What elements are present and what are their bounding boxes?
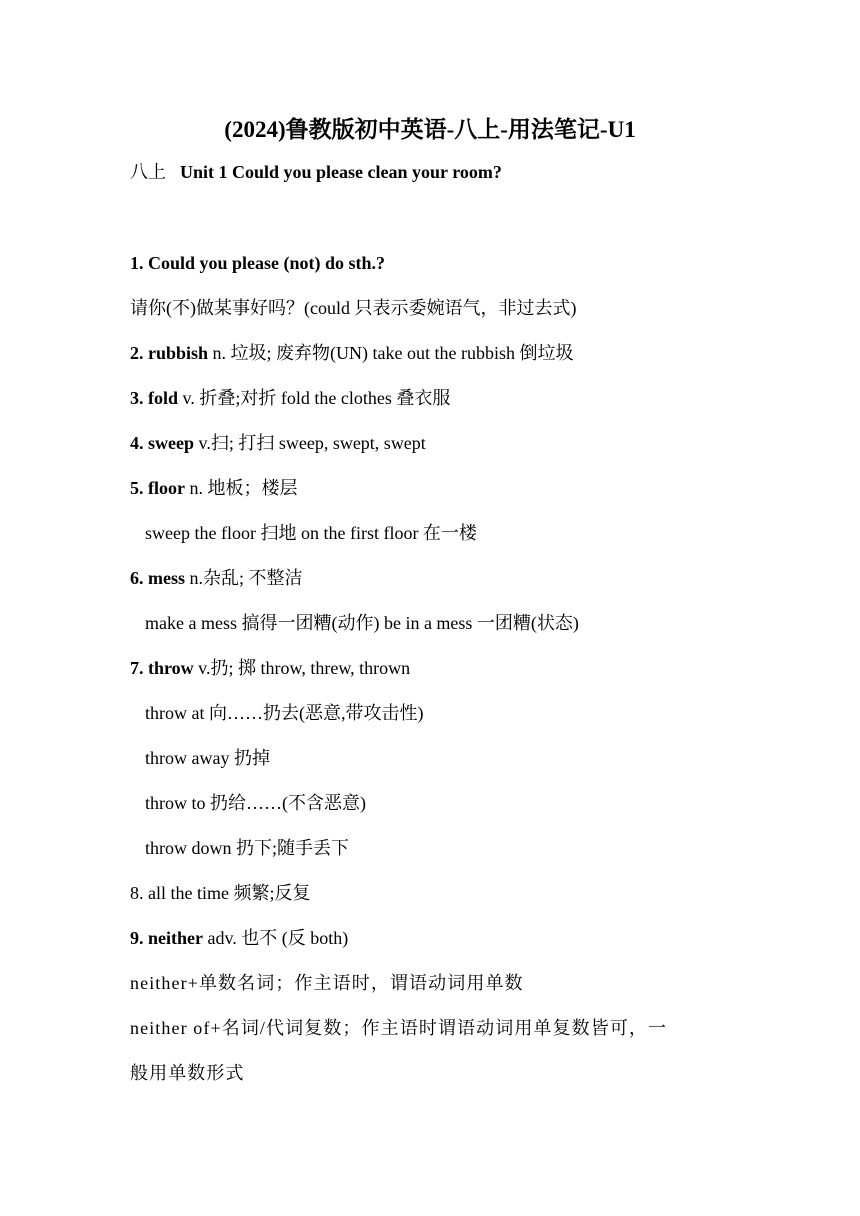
- item-9-note-2b: 般用单数形式: [130, 1063, 245, 1083]
- item-5: [130, 473, 297, 503]
- item-7-phrase-throw-to: throw to 扔给……(不含恶意): [145, 793, 366, 813]
- item-5-definition: n. 地板；楼层: [184, 478, 298, 498]
- item-7: [130, 653, 410, 683]
- item-9-definition: adv. 也不 (反 both): [202, 928, 349, 948]
- item-1-heading: 1. Could you please (not) do sth.?: [130, 253, 386, 273]
- item-9-note-2a: neither of+名词/代词复数；作主语时谓语动词用单复数皆可，一: [130, 1018, 668, 1038]
- item-9-term: 9. neither: [130, 928, 203, 948]
- item-2-definition: n. 垃圾; 废弃物(UN) take out the rubbish 倒垃圾: [208, 343, 574, 363]
- document-title: (2024)鲁教版初中英语-八上-用法笔记-U1: [224, 117, 636, 142]
- item-2: [130, 338, 574, 368]
- subtitle-unit: Unit 1 Could you please clean your room?: [180, 162, 502, 182]
- item-3-definition: v. 折叠;对折 fold the clothes 叠衣服: [178, 388, 451, 408]
- item-4-definition: v.扫; 打扫 sweep, swept, swept: [194, 433, 426, 453]
- item-3-term: 3. fold: [130, 388, 179, 408]
- item-1-note: 请你(不)做某事好吗？(could 只表示委婉语气，非过去式): [130, 298, 577, 318]
- item-3: [130, 383, 450, 413]
- item-7-term: 7. throw: [130, 658, 194, 678]
- item-6-phrases: make a mess 搞得一团糟(动作) be in a mess 一团糟(状态): [145, 613, 579, 633]
- item-6: [130, 563, 303, 593]
- item-9: [130, 923, 348, 953]
- item-7-phrase-throw-away: throw away 扔掉: [145, 748, 270, 768]
- item-5-phrases: sweep the floor 扫地 on the first floor 在一楼: [145, 523, 477, 543]
- unit-subtitle: [130, 157, 502, 187]
- item-8: 8. all the time 频繁;反复: [130, 883, 311, 903]
- item-6-definition: n.杂乱; 不整洁: [185, 568, 303, 588]
- item-4-term: 4. sweep: [130, 433, 194, 453]
- item-5-term: 5. floor: [130, 478, 185, 498]
- item-2-term: 2. rubbish: [130, 343, 209, 363]
- item-7-phrase-throw-down: throw down 扔下;随手丢下: [145, 838, 349, 858]
- item-6-term: 6. mess: [130, 568, 185, 588]
- item-7-definition: v.扔; 掷 throw, threw, thrown: [193, 658, 411, 678]
- item-4: [130, 428, 426, 458]
- item-9-note-1: neither+单数名词；作主语时，谓语动词用单数: [130, 973, 524, 993]
- item-7-phrase-throw-at: throw at 向……扔去(恶意,带攻击性): [145, 703, 424, 723]
- subtitle-prefix: 八上: [130, 162, 166, 182]
